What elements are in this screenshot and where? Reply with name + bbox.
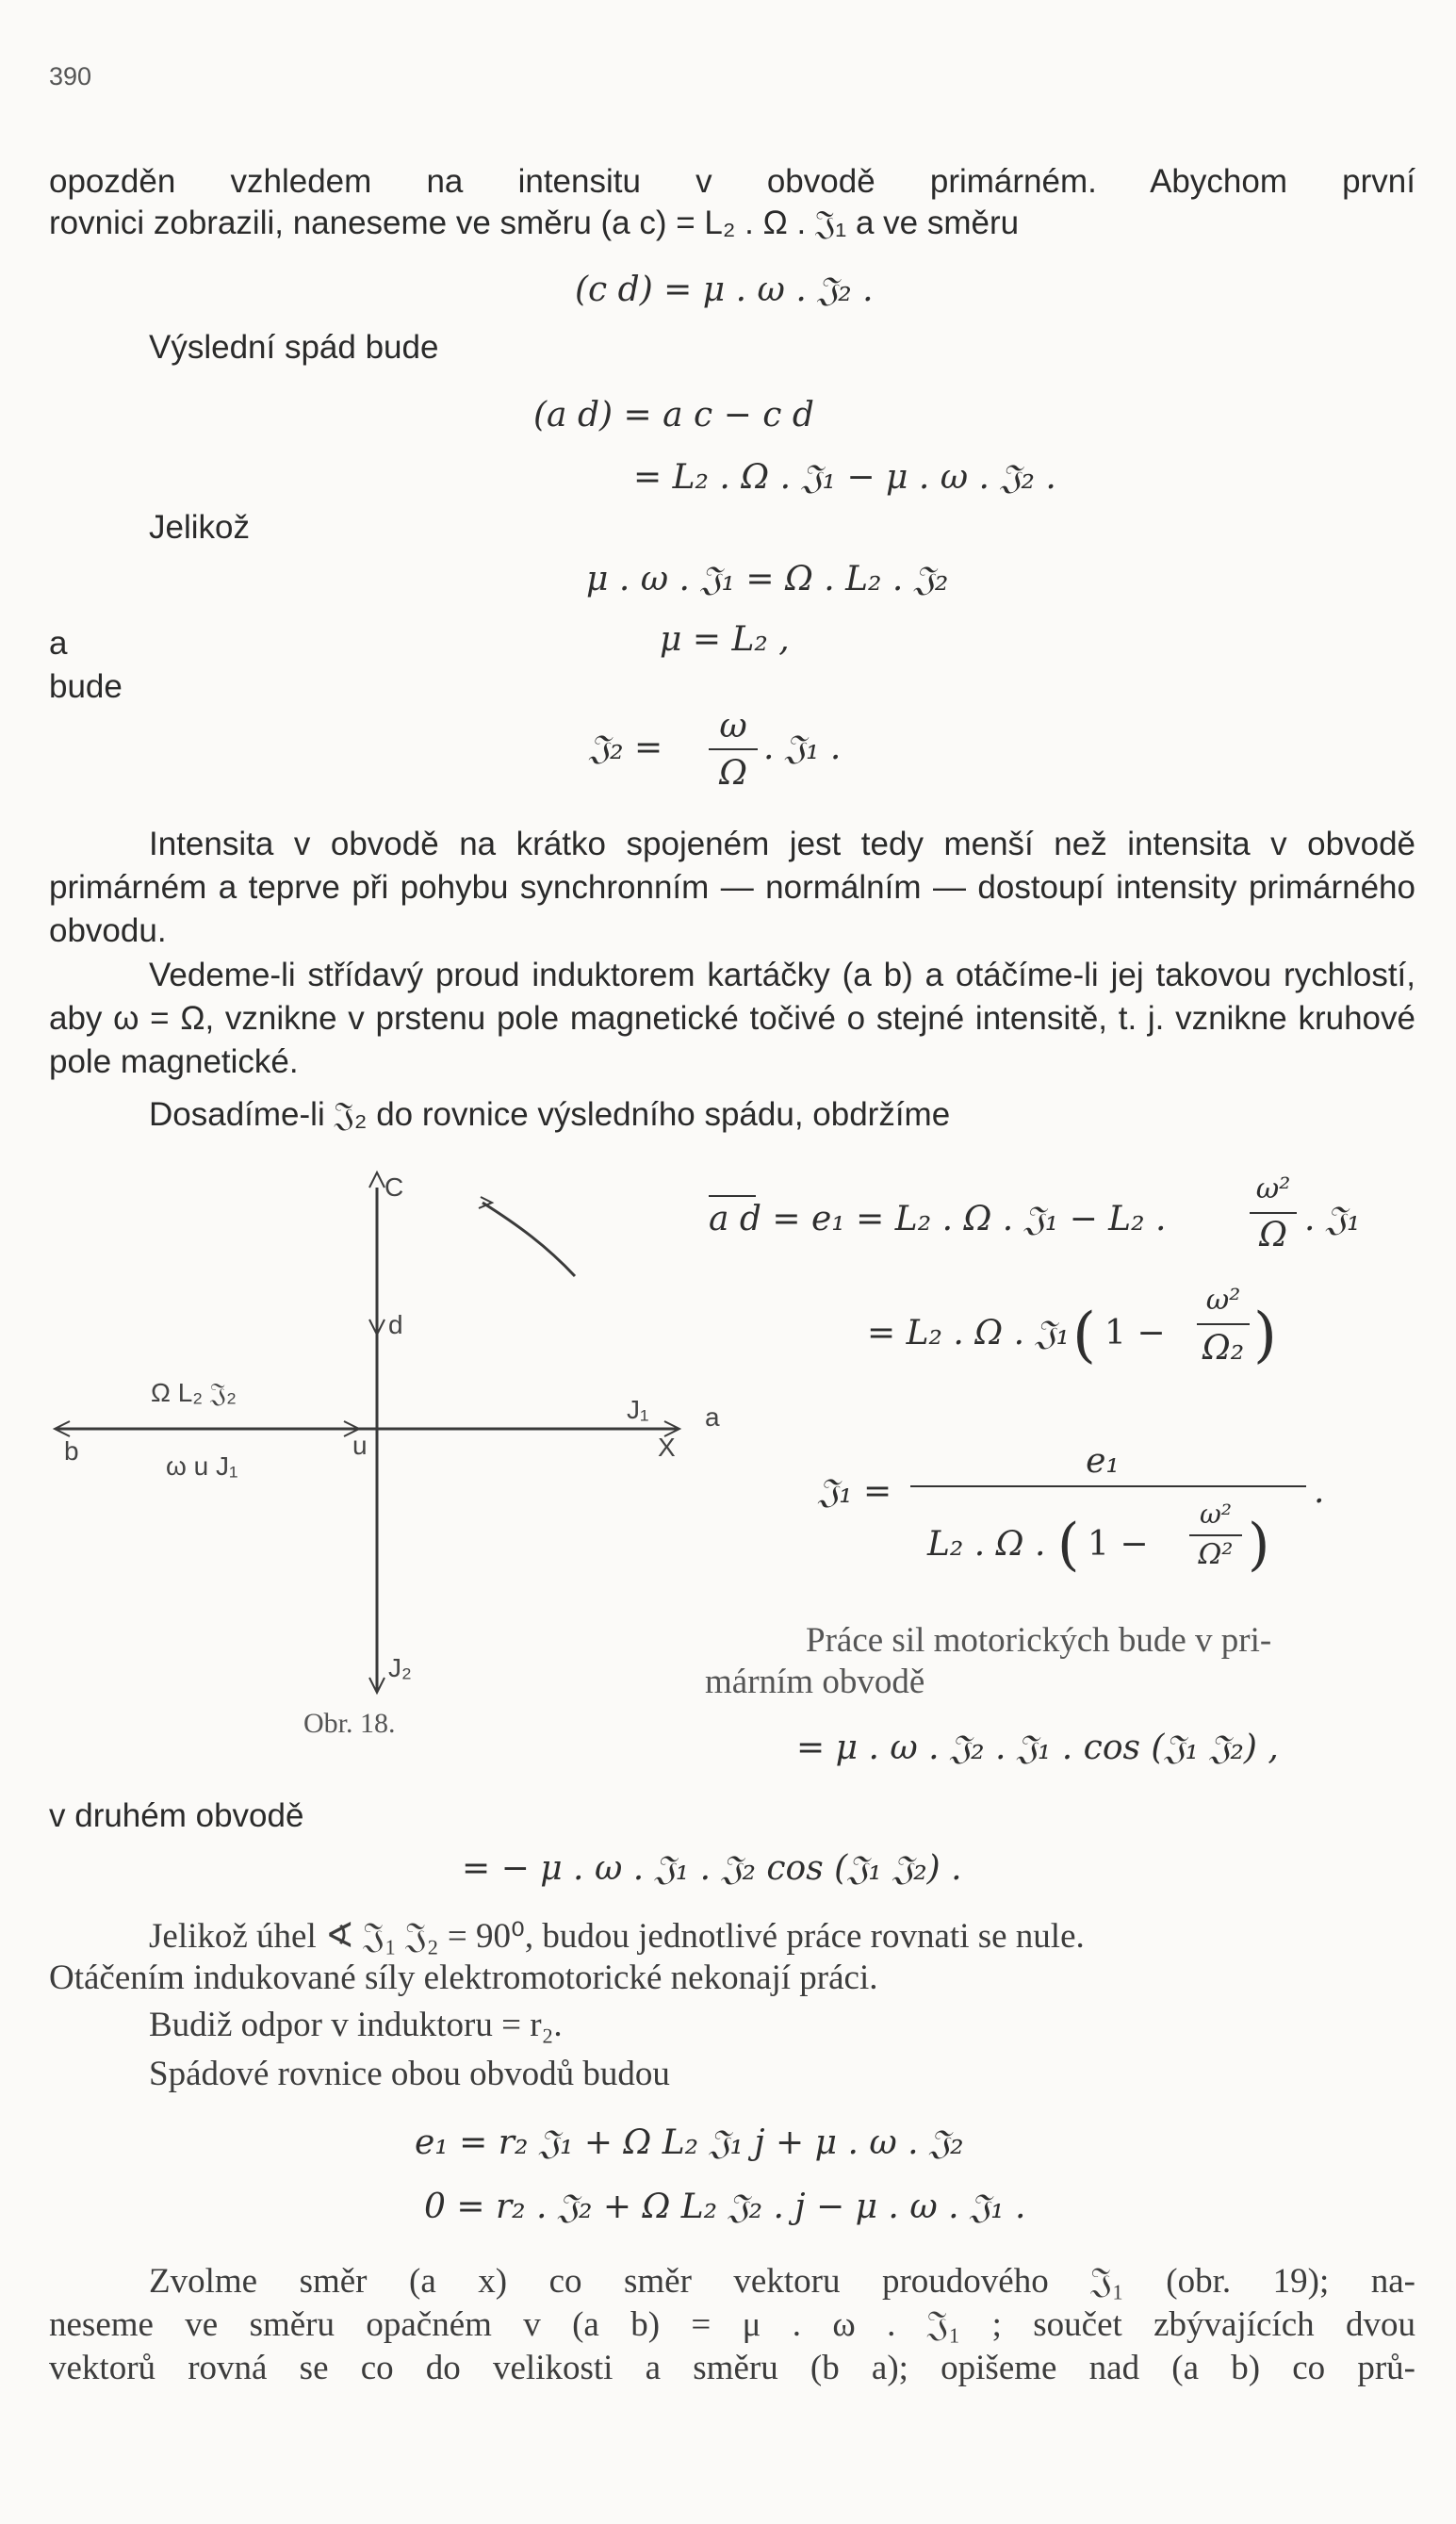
equation-druhy: = − μ . ω . 𝔍₁ . 𝔍₂ cos (𝔍₁ 𝔍₂) . [462, 1849, 962, 1888]
equation-e3-lhs: 𝔍₁ = [818, 1472, 892, 1511]
equation-j2-lhs: 𝔍₂ = [589, 729, 663, 767]
equation-ad-2: = L₂ . Ω . 𝔍₁ − μ . ω . 𝔍₂ . [633, 458, 1056, 497]
diagram-label-omega-L: Ω L₂ 𝔍₂ [151, 1378, 237, 1407]
para-spadove: Spádové rovnice obou obvodů budou [149, 2055, 670, 2093]
equation-e2-numerator: ω² [1205, 1284, 1241, 1317]
prace-line-2: márním obvodě [705, 1663, 925, 1701]
fraction-bar [1197, 1323, 1250, 1325]
fraction-bar [709, 748, 758, 750]
intro-line-1: opozděn vzhledem na intensitu v obvodě primárném. Abychom první [49, 163, 1415, 200]
figure-caption: Obr. 18. [303, 1708, 396, 1739]
paren-close: ) [1248, 1512, 1270, 1578]
equation-ad-1: (a d) = a c − c d [533, 396, 814, 434]
paragraph-stridavy-proud: Vedeme-li střídavý proud induktorem kartáčky (a b) a otáčíme-li jej takovou rychlostí, aby ω = Ω, vznikne v prstenu pole magnetické točivé o stejné intensitě, t. j. vznikne kruhové pole magnetické. [49, 957, 1415, 1080]
equation-system-1: e₁ = r₂ 𝔍₁ + Ω L₂ 𝔍₁ j + μ . ω . 𝔍₂ [415, 2123, 964, 2162]
label-bude: bude [49, 668, 123, 705]
final-line-1: Zvolme směr (a x) co směr vektoru proudového 𝔍₁ (obr. 19); na- [149, 2262, 1415, 2301]
label-jelikoz: Jelikož [149, 509, 250, 546]
equation-cd: (c d) = μ . ω . 𝔍₂ . [575, 270, 874, 309]
prace-line-1: Práce sil motorických bude v pri- [806, 1621, 1272, 1660]
diagram-label-J1: J₁ [627, 1395, 649, 1424]
overline-ad [709, 1195, 756, 1197]
equation-j2-rhs: . 𝔍₁ . [763, 729, 842, 767]
para-jelikoz-uhel: Jelikož úhel ∢ 𝔍₁ 𝔍₂ = 90⁰, budou jednotlivé práce rovnati se nule. [149, 1917, 1085, 1956]
paragraph-dosadime: Dosadíme-li 𝔍₂ do rovnice výsledního spádu, obdržíme [149, 1096, 951, 1133]
final-line-2: neseme ve směru opačném v (a b) = μ . ω . 𝔍₁ ; součet zbývajících dvou [49, 2305, 1415, 2344]
vector-diagram [38, 1169, 735, 1734]
equation-e2-lhs: = L₂ . Ω . 𝔍₁ [867, 1314, 1070, 1352]
arc-circle [483, 1203, 575, 1276]
equation-mu-omega: μ . ω . 𝔍₁ = Ω . L₂ . 𝔍₂ [586, 560, 949, 598]
paragraph-intensita: Intensita v obvodě na krátko spojeném jest tedy menší než intensita v obvodě primárném a teprve při pohybu synchronním — normálním — dostoupí intensity primárného obvodu. [49, 826, 1415, 949]
diagram-label-u: u [352, 1431, 368, 1460]
equation-e3-numerator: e₁ [1086, 1442, 1120, 1481]
equation-mu: μ = L₂ , [660, 620, 790, 659]
equation-e1-lhs: a d = e₁ = L₂ . Ω . 𝔍₁ − L₂ . [709, 1200, 1167, 1238]
page-number: 390 [49, 62, 92, 90]
equation-e3-inner-numerator: ω² [1199, 1499, 1233, 1530]
fraction-bar [1189, 1534, 1242, 1536]
equation-e3-dot: . [1314, 1472, 1325, 1511]
equation-j2-denominator: Ω [719, 754, 747, 793]
equation-e1-numerator: ω² [1255, 1172, 1291, 1205]
para-odpor: Budiž odpor v induktoru = r₂. [149, 2006, 563, 2044]
equation-e1-denominator: Ω [1259, 1216, 1287, 1254]
equation-e3-denominator: L₂ . Ω . [927, 1525, 1046, 1564]
equation-e1-rhs: . 𝔍₁ [1304, 1200, 1361, 1238]
paren-open: ( [1072, 1301, 1096, 1370]
final-line-3: vektorů rovná se co do velikosti a směru (b a); opišeme nad (a b) co prů- [49, 2349, 1415, 2387]
diagram-label-omega-u: ω u J₁ [166, 1451, 238, 1481]
label-druhy-obvod: v druhém obvodě [49, 1797, 304, 1834]
paren-close: ) [1253, 1301, 1277, 1370]
diagram-label-d: d [388, 1310, 403, 1339]
paren-open: ( [1057, 1512, 1080, 1578]
equation-j2-numerator: ω [719, 707, 747, 746]
equation-prace: = μ . ω . 𝔍₂ . 𝔍₁ . cos (𝔍₁ 𝔍₂) , [796, 1729, 1279, 1767]
diagram-label-c: C [384, 1172, 404, 1202]
equation-e3-inner-denominator: Ω² [1198, 1538, 1234, 1571]
fraction-bar [1250, 1212, 1297, 1214]
fraction-bar-main [910, 1485, 1306, 1487]
intro-line-2: rovnici zobrazili, naneseme ve směru (a c) = L₂ . Ω . 𝔍₁ a ve směru [49, 205, 1020, 241]
equation-e2-one: 1 − [1104, 1314, 1166, 1352]
diagram-label-a: a [705, 1402, 720, 1432]
diagram-label-b: b [64, 1436, 79, 1466]
diagram-label-J2: J₂ [388, 1653, 412, 1682]
equation-system-2: 0 = r₂ . 𝔍₂ + Ω L₂ 𝔍₂ . j − μ . ω . 𝔍₁ . [424, 2188, 1026, 2226]
para-otacenim: Otáčením indukované síly elektromotorické nekonají práci. [49, 1959, 878, 1997]
label-a: a [49, 625, 68, 662]
diagram-label-x: X [658, 1433, 676, 1462]
label-vysledny-spad: Výslední spád bude [149, 329, 439, 366]
equation-e3-one: 1 − [1088, 1525, 1149, 1564]
equation-e2-denominator: Ω₂ [1202, 1329, 1245, 1368]
arrow-up-c [369, 1172, 384, 1188]
